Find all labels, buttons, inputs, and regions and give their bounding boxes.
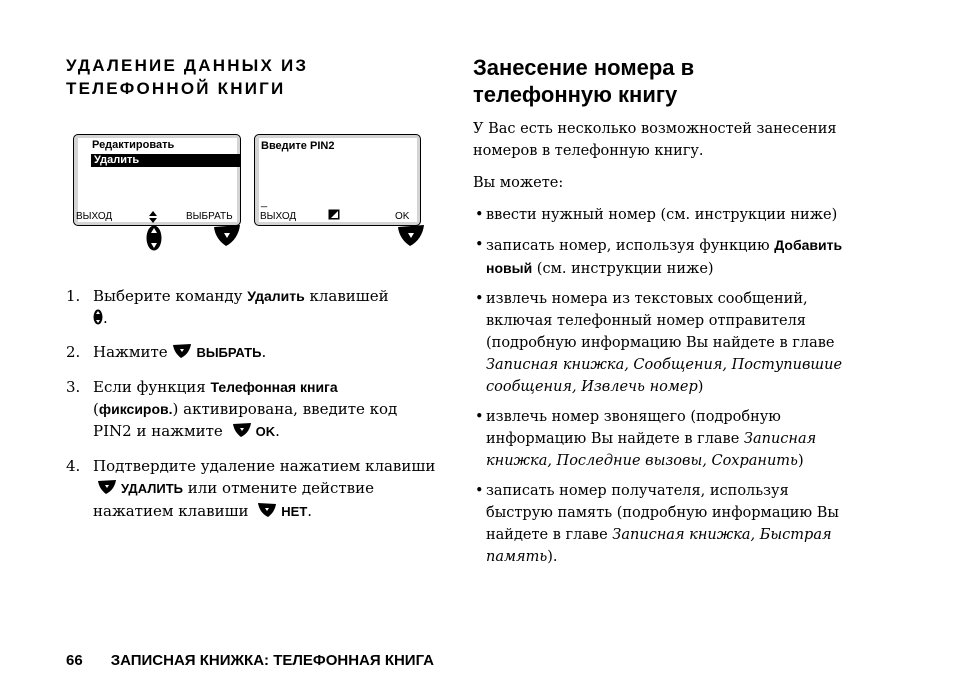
keyword-no: НЕТ bbox=[281, 504, 308, 519]
right-softkey-icon-inline-3 bbox=[97, 479, 117, 495]
right-softkey-icon bbox=[212, 224, 242, 248]
list-item: • ввести нужный номер (см. инструкции ниже) bbox=[475, 207, 838, 223]
keyword-add-new: Добавить новый bbox=[486, 237, 843, 276]
options-list bbox=[473, 204, 843, 568]
menu-item-edit: Редактировать bbox=[92, 139, 175, 151]
you-can-label: Вы можете: bbox=[473, 175, 564, 191]
page-number: 66 bbox=[66, 652, 83, 669]
left-heading-line2: ТЕЛЕФОННОЙ КНИГИ bbox=[66, 79, 286, 98]
right-section-heading bbox=[473, 54, 873, 108]
left-heading-line1: УДАЛЕНИЕ ДАННЫХ ИЗ bbox=[66, 56, 309, 75]
keyword-fixed: фиксиров. bbox=[98, 401, 173, 417]
reference-speed-dial: Записная книжка, Быстрая память bbox=[486, 527, 832, 565]
left-section-heading bbox=[66, 54, 386, 100]
intro-paragraph: У Вас есть несколько возможностей занесения номеров в телефонную книгу. bbox=[473, 121, 837, 159]
keyword-delete: Удалить bbox=[247, 288, 305, 304]
menu-item-delete-selected: Удалить bbox=[91, 154, 240, 167]
right-heading-line2: телефонную книгу bbox=[473, 82, 678, 107]
phone-screen-pin2 bbox=[254, 134, 421, 226]
footer-chapter-title: ЗАПИСНАЯ КНИЖКА: ТЕЛЕФОННАЯ КНИГА bbox=[110, 652, 434, 669]
softkey-label-ok: OK bbox=[395, 211, 410, 222]
right-heading-line1: Занесение номера в bbox=[473, 55, 695, 80]
step-3: 3. Если функция Телефонная книга (фиксиров.) активирована, введите код PIN2 и нажмите OK. bbox=[66, 378, 398, 440]
pin2-prompt: Введите PIN2 bbox=[261, 140, 335, 152]
list-item: • записать номер, используя функцию Добавить новый (см. инструкции ниже) bbox=[475, 237, 843, 277]
delete-steps-list bbox=[66, 285, 436, 535]
right-softkey-icon-inline-2 bbox=[232, 422, 252, 438]
keyword-select: ВЫБРАТЬ bbox=[196, 345, 262, 360]
right-body bbox=[473, 118, 843, 576]
softkey-label-exit: ВЫХОД bbox=[76, 211, 113, 222]
step-4: 4. Подтвердите удаление нажатием клавиши УДАЛИТЬ или отмените действие нажатием клавиши НЕТ. bbox=[66, 457, 436, 520]
phone-screen-delete-menu bbox=[73, 134, 241, 226]
scroll-key-icon bbox=[145, 224, 163, 252]
keyword-phonebook: Телефонная книга bbox=[210, 379, 338, 395]
list-item: • записать номер получателя, используя быструю память (подробную информацию Вы найдете в главе Записная книжка, Быстрая память). bbox=[475, 483, 839, 565]
scroll-updown-icon bbox=[148, 210, 158, 224]
scroll-key-icon-inline bbox=[93, 309, 103, 325]
pin2-input-cursor: _ bbox=[261, 196, 268, 208]
softkey-label-exit-2: ВЫХОД bbox=[260, 211, 297, 222]
keyword-delete-confirm: УДАЛИТЬ bbox=[121, 481, 183, 496]
reference-messages: Записная книжка, Сообщения, Поступившие сообщения, Извлечь номер bbox=[486, 357, 843, 395]
right-softkey-icon-2 bbox=[396, 224, 426, 248]
left-softkey-icon-inline bbox=[257, 502, 277, 518]
step-2: 2. Нажмите ВЫБРАТЬ. bbox=[66, 343, 267, 361]
keyword-ok: OK bbox=[255, 424, 276, 439]
page-footer bbox=[66, 652, 434, 669]
step-1: 1. Выберите команду Удалить клавишей . bbox=[66, 287, 389, 327]
list-item: • извлечь номер звонящего (подробную информацию Вы найдете в главе Записная книжка, Последние вызовы, Сохранить) bbox=[475, 409, 817, 469]
edit-mode-icon bbox=[328, 209, 340, 220]
right-softkey-icon-inline bbox=[172, 343, 192, 359]
list-item: • извлечь номера из текстовых сообщений, включая телефонный номер отправителя (подробную информацию Вы найдете в главе Записная книжка, Сообщения, Поступившие сообщения, Извлечь номер) bbox=[475, 291, 843, 395]
reference-recent-calls: Записная книжка, Последние вызовы, Сохранить bbox=[486, 431, 817, 469]
softkey-label-select: ВЫБРАТЬ bbox=[186, 211, 233, 222]
